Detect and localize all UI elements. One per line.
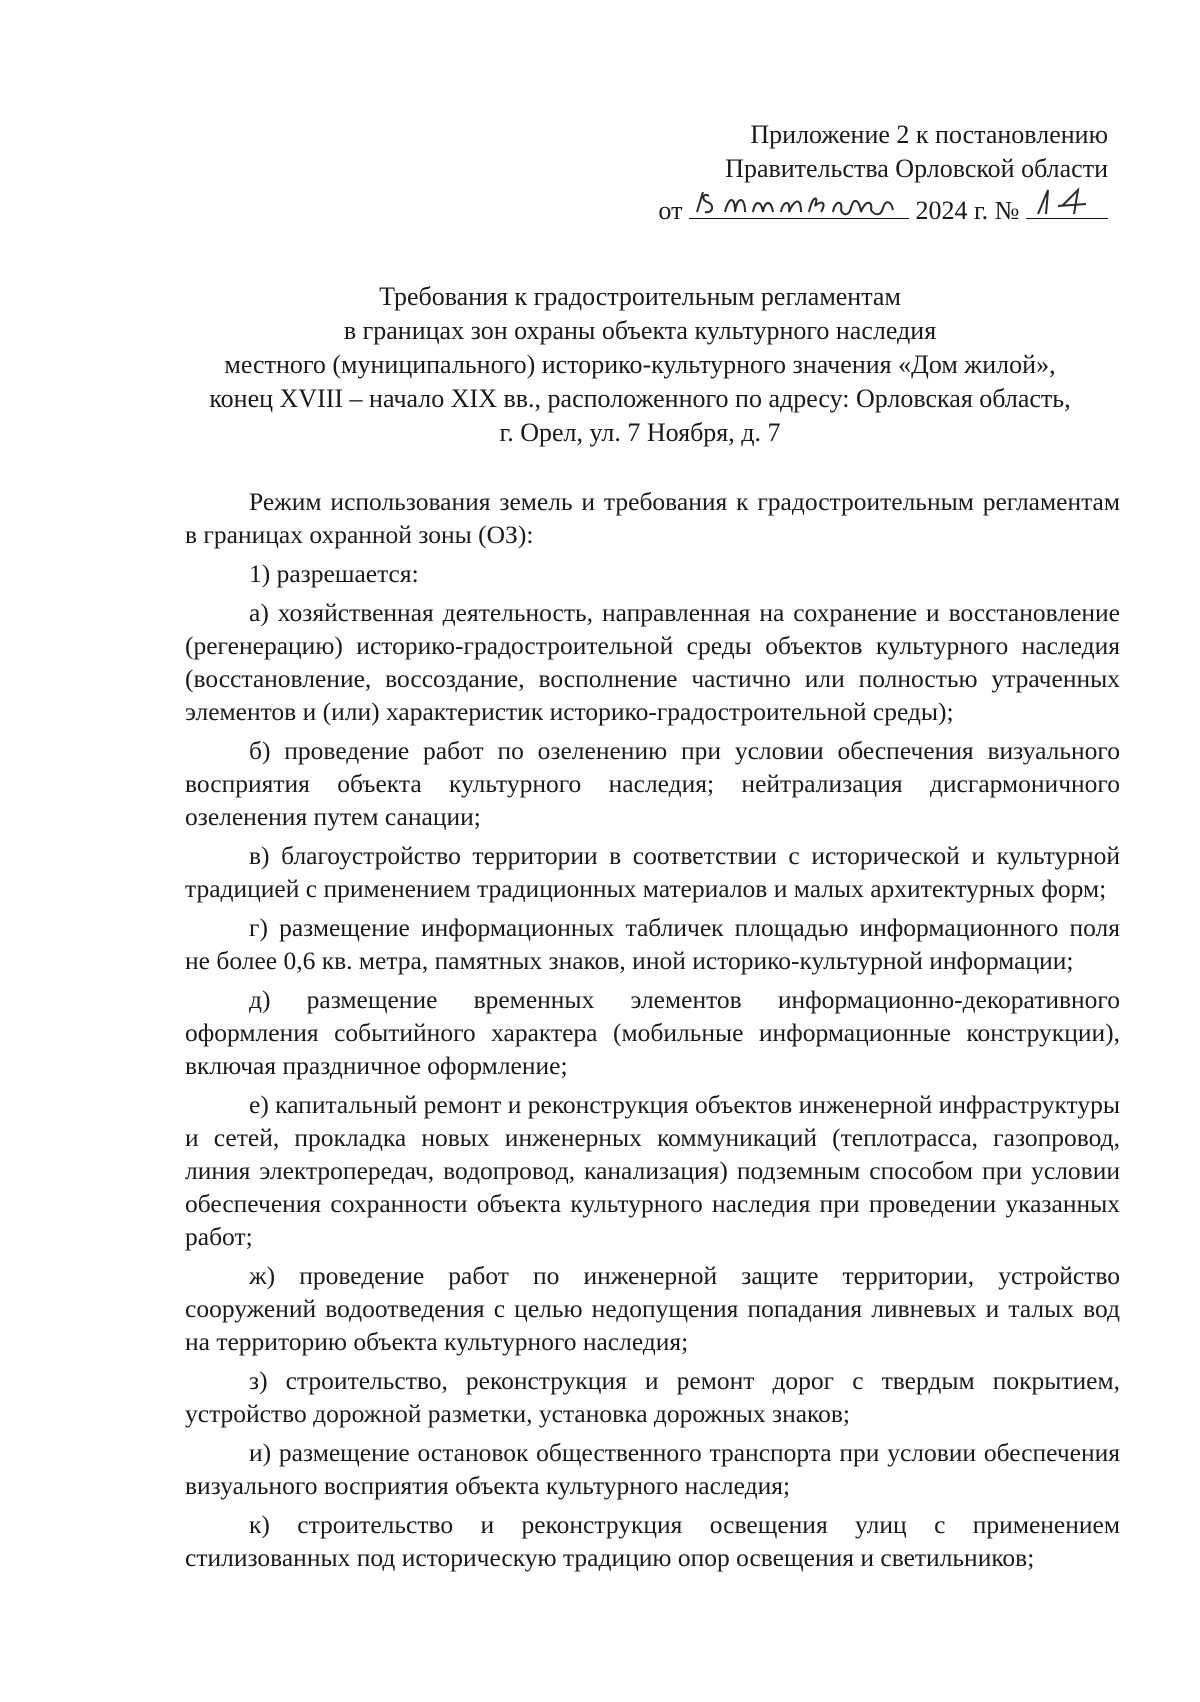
- handwritten-date-signature: [689, 186, 909, 218]
- title-line: местного (муниципального) историко-культурного значения «Дом жилой»,: [224, 350, 1056, 379]
- subheading: 1) разрешается:: [249, 559, 419, 588]
- list-item: б) проведение работ по озеленению при условии обеспечения визуального восприятия объекта культурного наследия; нейтрализация дисгармоничного озеленения путем санации;: [185, 736, 1120, 831]
- list-item: г) размещение информационных табличек площадью информационного поля не более 0,6 кв. метра, памятных знаков, иной историко-культурной информации;: [185, 913, 1120, 975]
- list-item: д) размещение временных элементов информационно-декоративного оформления событийного характера (мобильные информационные конструкции), включая праздничное оформление;: [185, 985, 1120, 1080]
- list-item: е) капитальный ремонт и реконструкция объектов инженерной инфраструктуры и сетей, прокладка новых инженерных коммуникаций (теплотрасса, газопровод, линия электропередач, водопровод, канализация) подземным способом при условии обеспечения сохранности объекта культурного наследия при проведении указанных работ;: [185, 1090, 1120, 1251]
- government-line: Правительства Орловской области: [725, 154, 1108, 183]
- title-line: конец XVIII – начало XIX вв., расположенного по адресу: Орловская область,: [209, 384, 1071, 413]
- list-item: а) хозяйственная деятельность, направленная на сохранение и восстановление (регенерацию) историко-градостроительной среды объектов культурного наследия (восстановление, воссоздание, восполнение частично или полностью утраченных элементов и (или) характеристик историко-градостроительной среды);: [185, 598, 1120, 726]
- list-item: и) размещение остановок общественного транспорта при условии обеспечения визуального восприятия объекта культурного наследия;: [185, 1438, 1120, 1500]
- intro-paragraph: Режим использования земель и требования к градостроительным регламентам в границах охранной зоны (ОЗ):: [185, 487, 1120, 549]
- title-line: Требования к градостроительным регламентам: [379, 282, 901, 311]
- year-and-number-label: 2024 г. №: [915, 196, 1020, 225]
- handwritten-date: [689, 186, 909, 219]
- document-title: [150, 280, 1130, 450]
- date-prefix: от: [658, 196, 683, 225]
- handwritten-number: [1026, 186, 1108, 219]
- handwritten-number-signature: [1026, 186, 1108, 218]
- appendix-header: [648, 118, 1108, 228]
- list-item: з) строительство, реконструкция и ремонт дорог с твердым покрытием, устройство дорожной разметки, установка дорожных знаков;: [185, 1366, 1120, 1428]
- document-body: [185, 485, 1120, 1580]
- title-line: г. Орел, ул. 7 Ноября, д. 7: [499, 418, 781, 447]
- title-line: в границах зон охраны объекта культурного наследия: [343, 316, 937, 345]
- list-item: к) строительство и реконструкция освещения улиц с применением стилизованных под историческую традицию опор освещения и светильников;: [185, 1510, 1120, 1572]
- appendix-line: Приложение 2 к постановлению: [750, 120, 1108, 149]
- list-item: в) благоустройство территории в соответствии с исторической и культурной традицией с применением традиционных материалов и малых архитектурных форм;: [185, 841, 1120, 903]
- date-line: [648, 186, 1108, 228]
- list-item: ж) проведение работ по инженерной защите территории, устройство сооружений водоотведения с целью недопущения попадания ливневых и талых вод на территорию объекта культурного наследия;: [185, 1261, 1120, 1356]
